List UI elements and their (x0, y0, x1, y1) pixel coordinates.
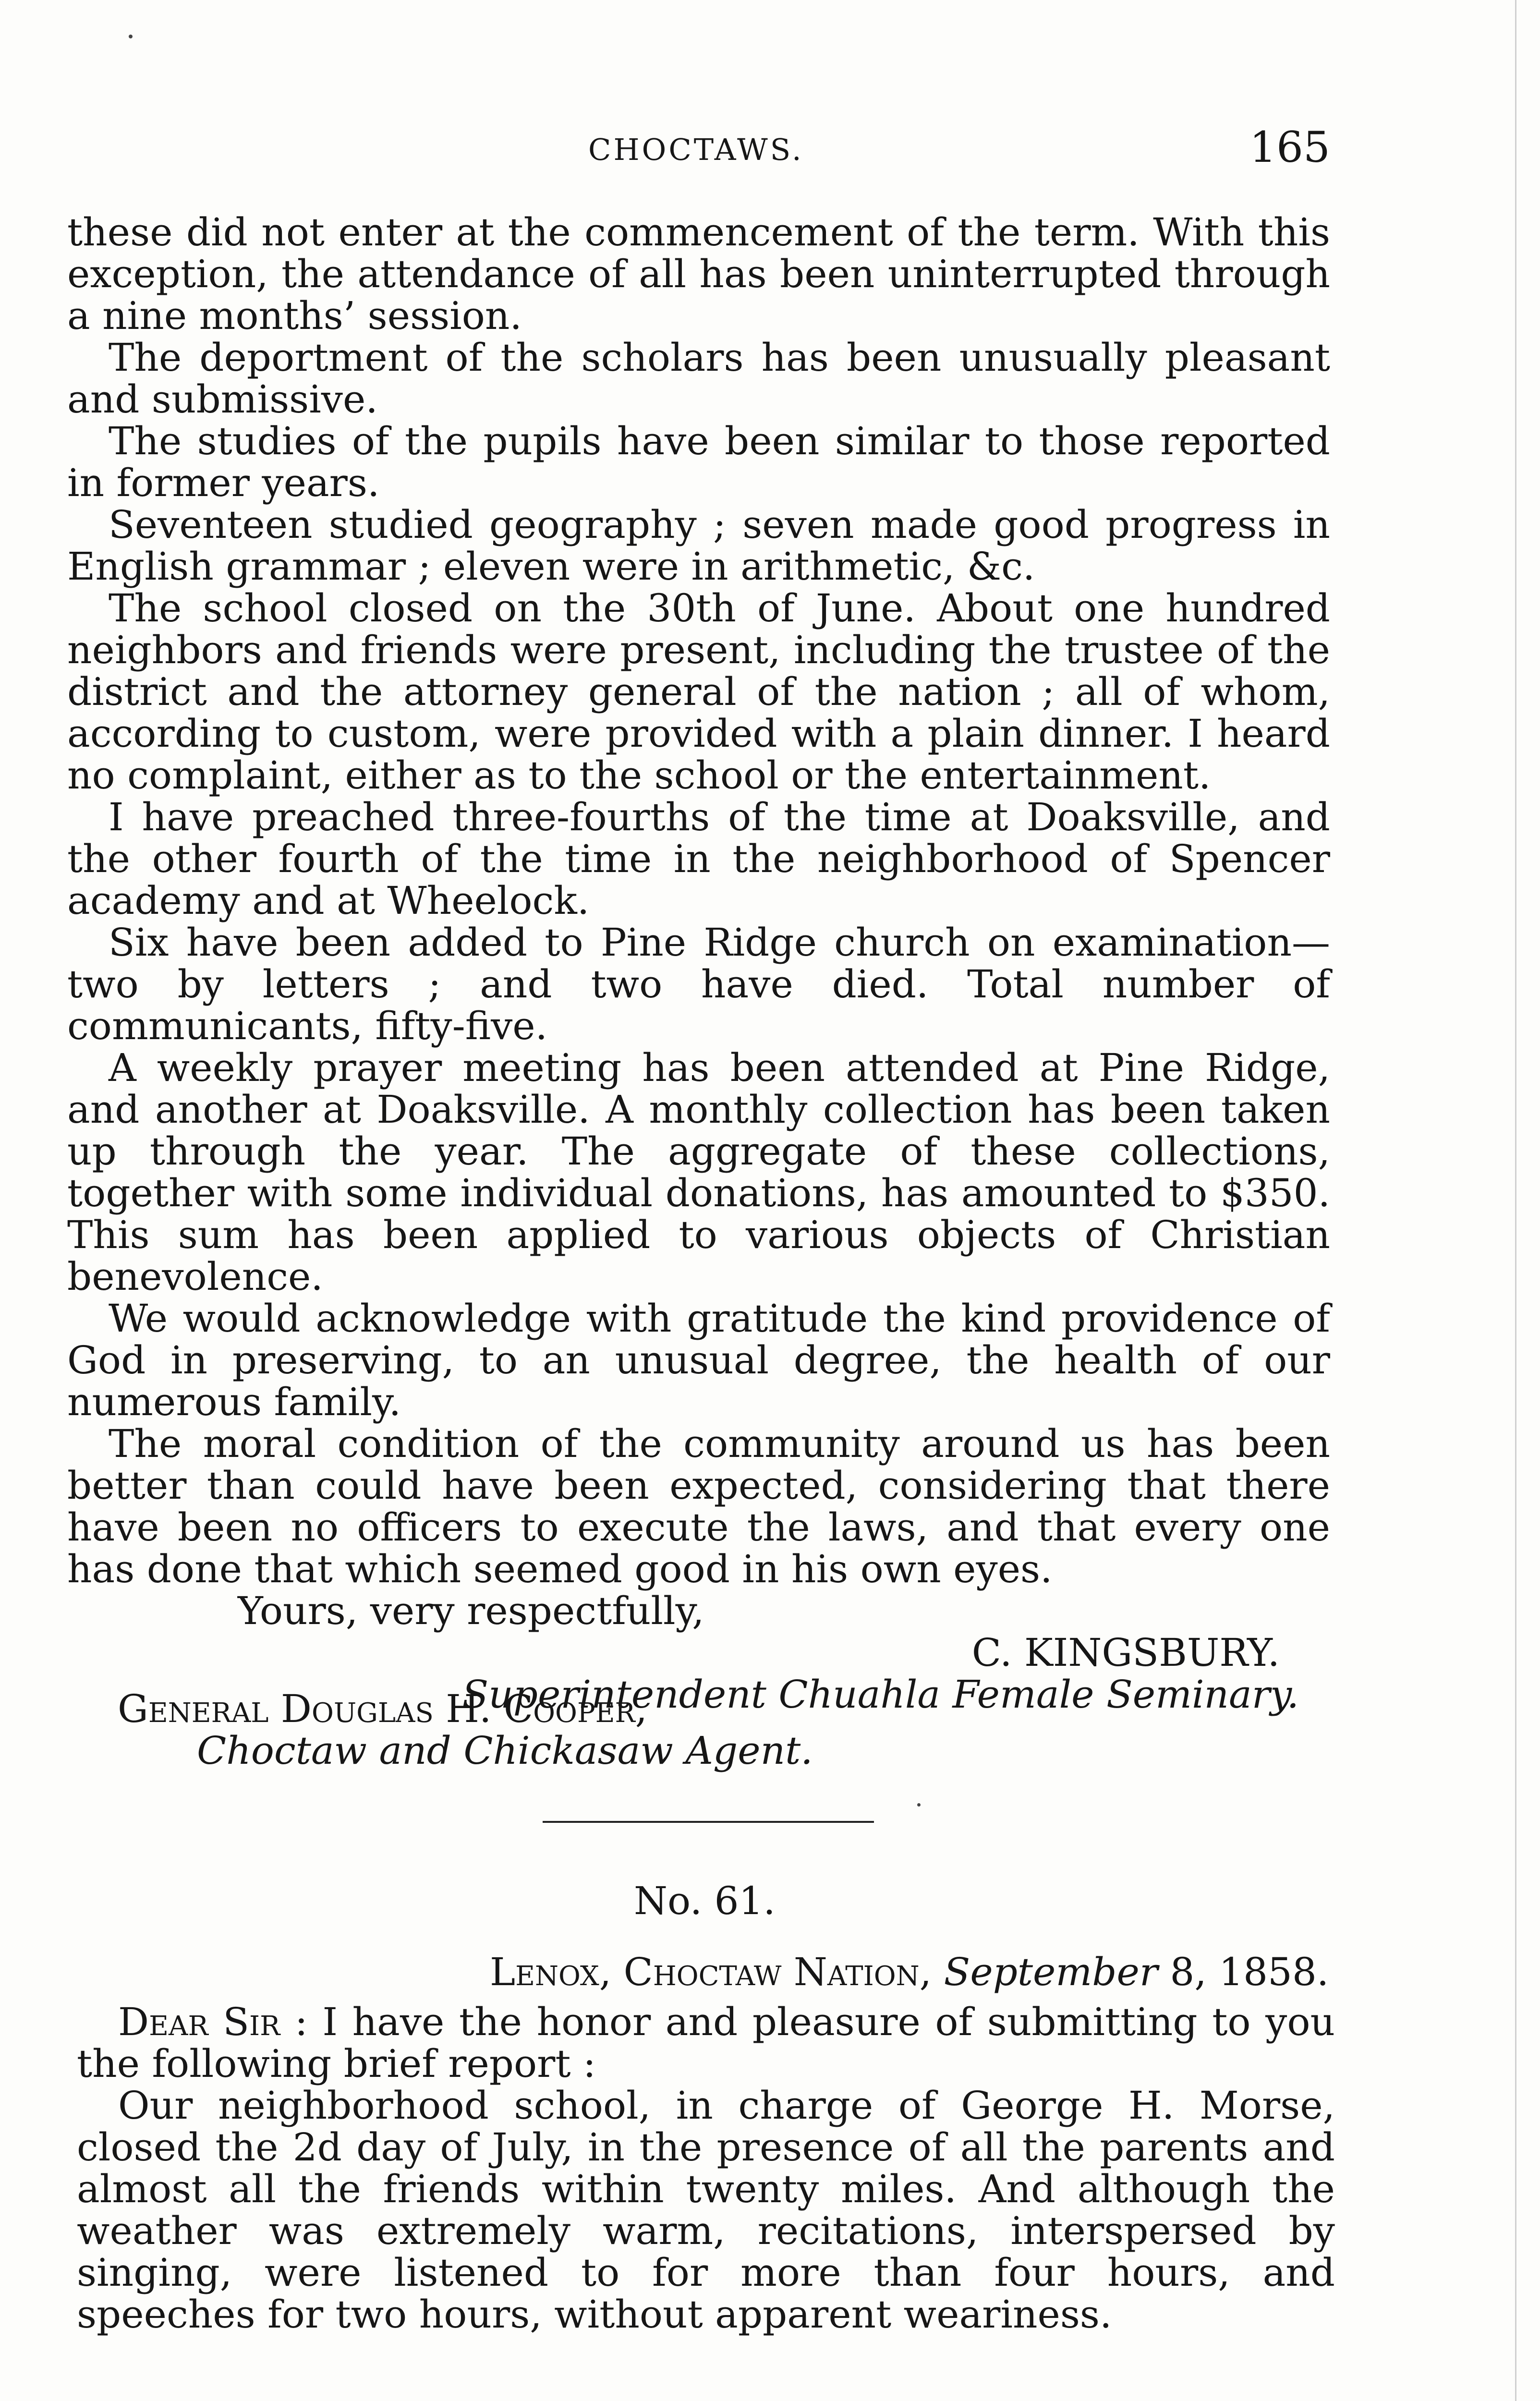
dateline-place: Lenox, Choctaw Nation, (490, 1950, 932, 1994)
dateline-day-year: 8, 1858. (1170, 1950, 1329, 1994)
dateline (490, 1950, 1329, 1994)
paragraph: A weekly prayer meeting has been attended at Pine Ridge, and another at Doaksville. A monthly collection has been taken up through the year. The aggregate of these collections, together with some individual donations, has amounted to $350. This sum has been applied to various objects of Christian benevolence. (67, 1045, 1330, 1299)
page-number: 165 (1249, 122, 1330, 172)
paragraph (77, 2001, 1335, 2085)
paragraph: The studies of the pupils have been similar to those reported in former years. (67, 419, 1330, 505)
section-divider (543, 1821, 874, 1823)
speck-mark (129, 35, 133, 38)
paragraph: The deportment of the scholars has been unusually pleasant and submissive. (67, 335, 1330, 422)
addressee-name: General Douglas H. Cooper, (118, 1686, 648, 1731)
dateline-month: September (944, 1950, 1158, 1994)
running-head: CHOCTAWS. (588, 132, 804, 167)
addressee-block (118, 1688, 813, 1771)
page-edge (1515, 0, 1516, 2401)
letter-two-body (77, 2001, 1335, 2335)
speck-mark (917, 1803, 921, 1807)
addressee-title: Choctaw and Chickasaw Agent. (197, 1728, 813, 1773)
paragraph: The moral condition of the community around us has been better than could have been expected, considering that there have been no officers to execute the laws, and that every one has done that which seemed good in his own eyes. (67, 1421, 1330, 1591)
paragraph: Seventeen studied geography ; seven made good progress in English grammar ; eleven were in arithmetic, &c. (67, 502, 1330, 589)
paragraph: Our neighborhood school, in charge of George H. Morse, closed the 2d day of July, in the presence of all the parents and almost all the friends within twenty miles. And although the weather was extremely warm, recitations, interspersed by singing, were listened to for more than four hours, and speeches for two hours, without apparent weariness. (77, 2083, 1335, 2337)
paragraph: The school closed on the 30th of June. About one hundred neighbors and friends were present, including the trustee of the district and the attorney general of the nation ; all of whom, according to custom, were provided with a plain dinner. I heard no complaint, either as to the school or the entertainment. (67, 586, 1330, 798)
page-header (67, 122, 1330, 175)
signature-title: Superintendent Chuahla Female Seminary. (462, 1672, 1299, 1717)
salutation: Dear Sir : (118, 2000, 308, 2044)
signature: C. KINGSBURY. (971, 1630, 1280, 1675)
closing-line: Yours, very respectfully, (238, 1589, 704, 1633)
paragraph: We would acknowledge with gratitude the kind providence of God in preserving, to an unusual degree, the health of our numerous family. (67, 1296, 1330, 1424)
document-number: No. 61. (634, 1879, 776, 1923)
letter-one-body (67, 211, 1330, 1715)
paragraph-text: I have the honor and pleasure of submitting to you the following brief report : (77, 2000, 1335, 2086)
paragraph: I have preached three-fourths of the time at Doaksville, and the other fourth of the time in the neighborhood of Spencer academy and at Wheelock. (67, 795, 1330, 923)
paragraph: Six have been added to Pine Ridge church on examination—two by letters ; and two have died. Total number of communicants, fifty-five. (67, 920, 1330, 1048)
paragraph: these did not enter at the commencement of the term. With this exception, the attendance of all has been uninterrupted through a nine months’ session. (67, 210, 1330, 338)
